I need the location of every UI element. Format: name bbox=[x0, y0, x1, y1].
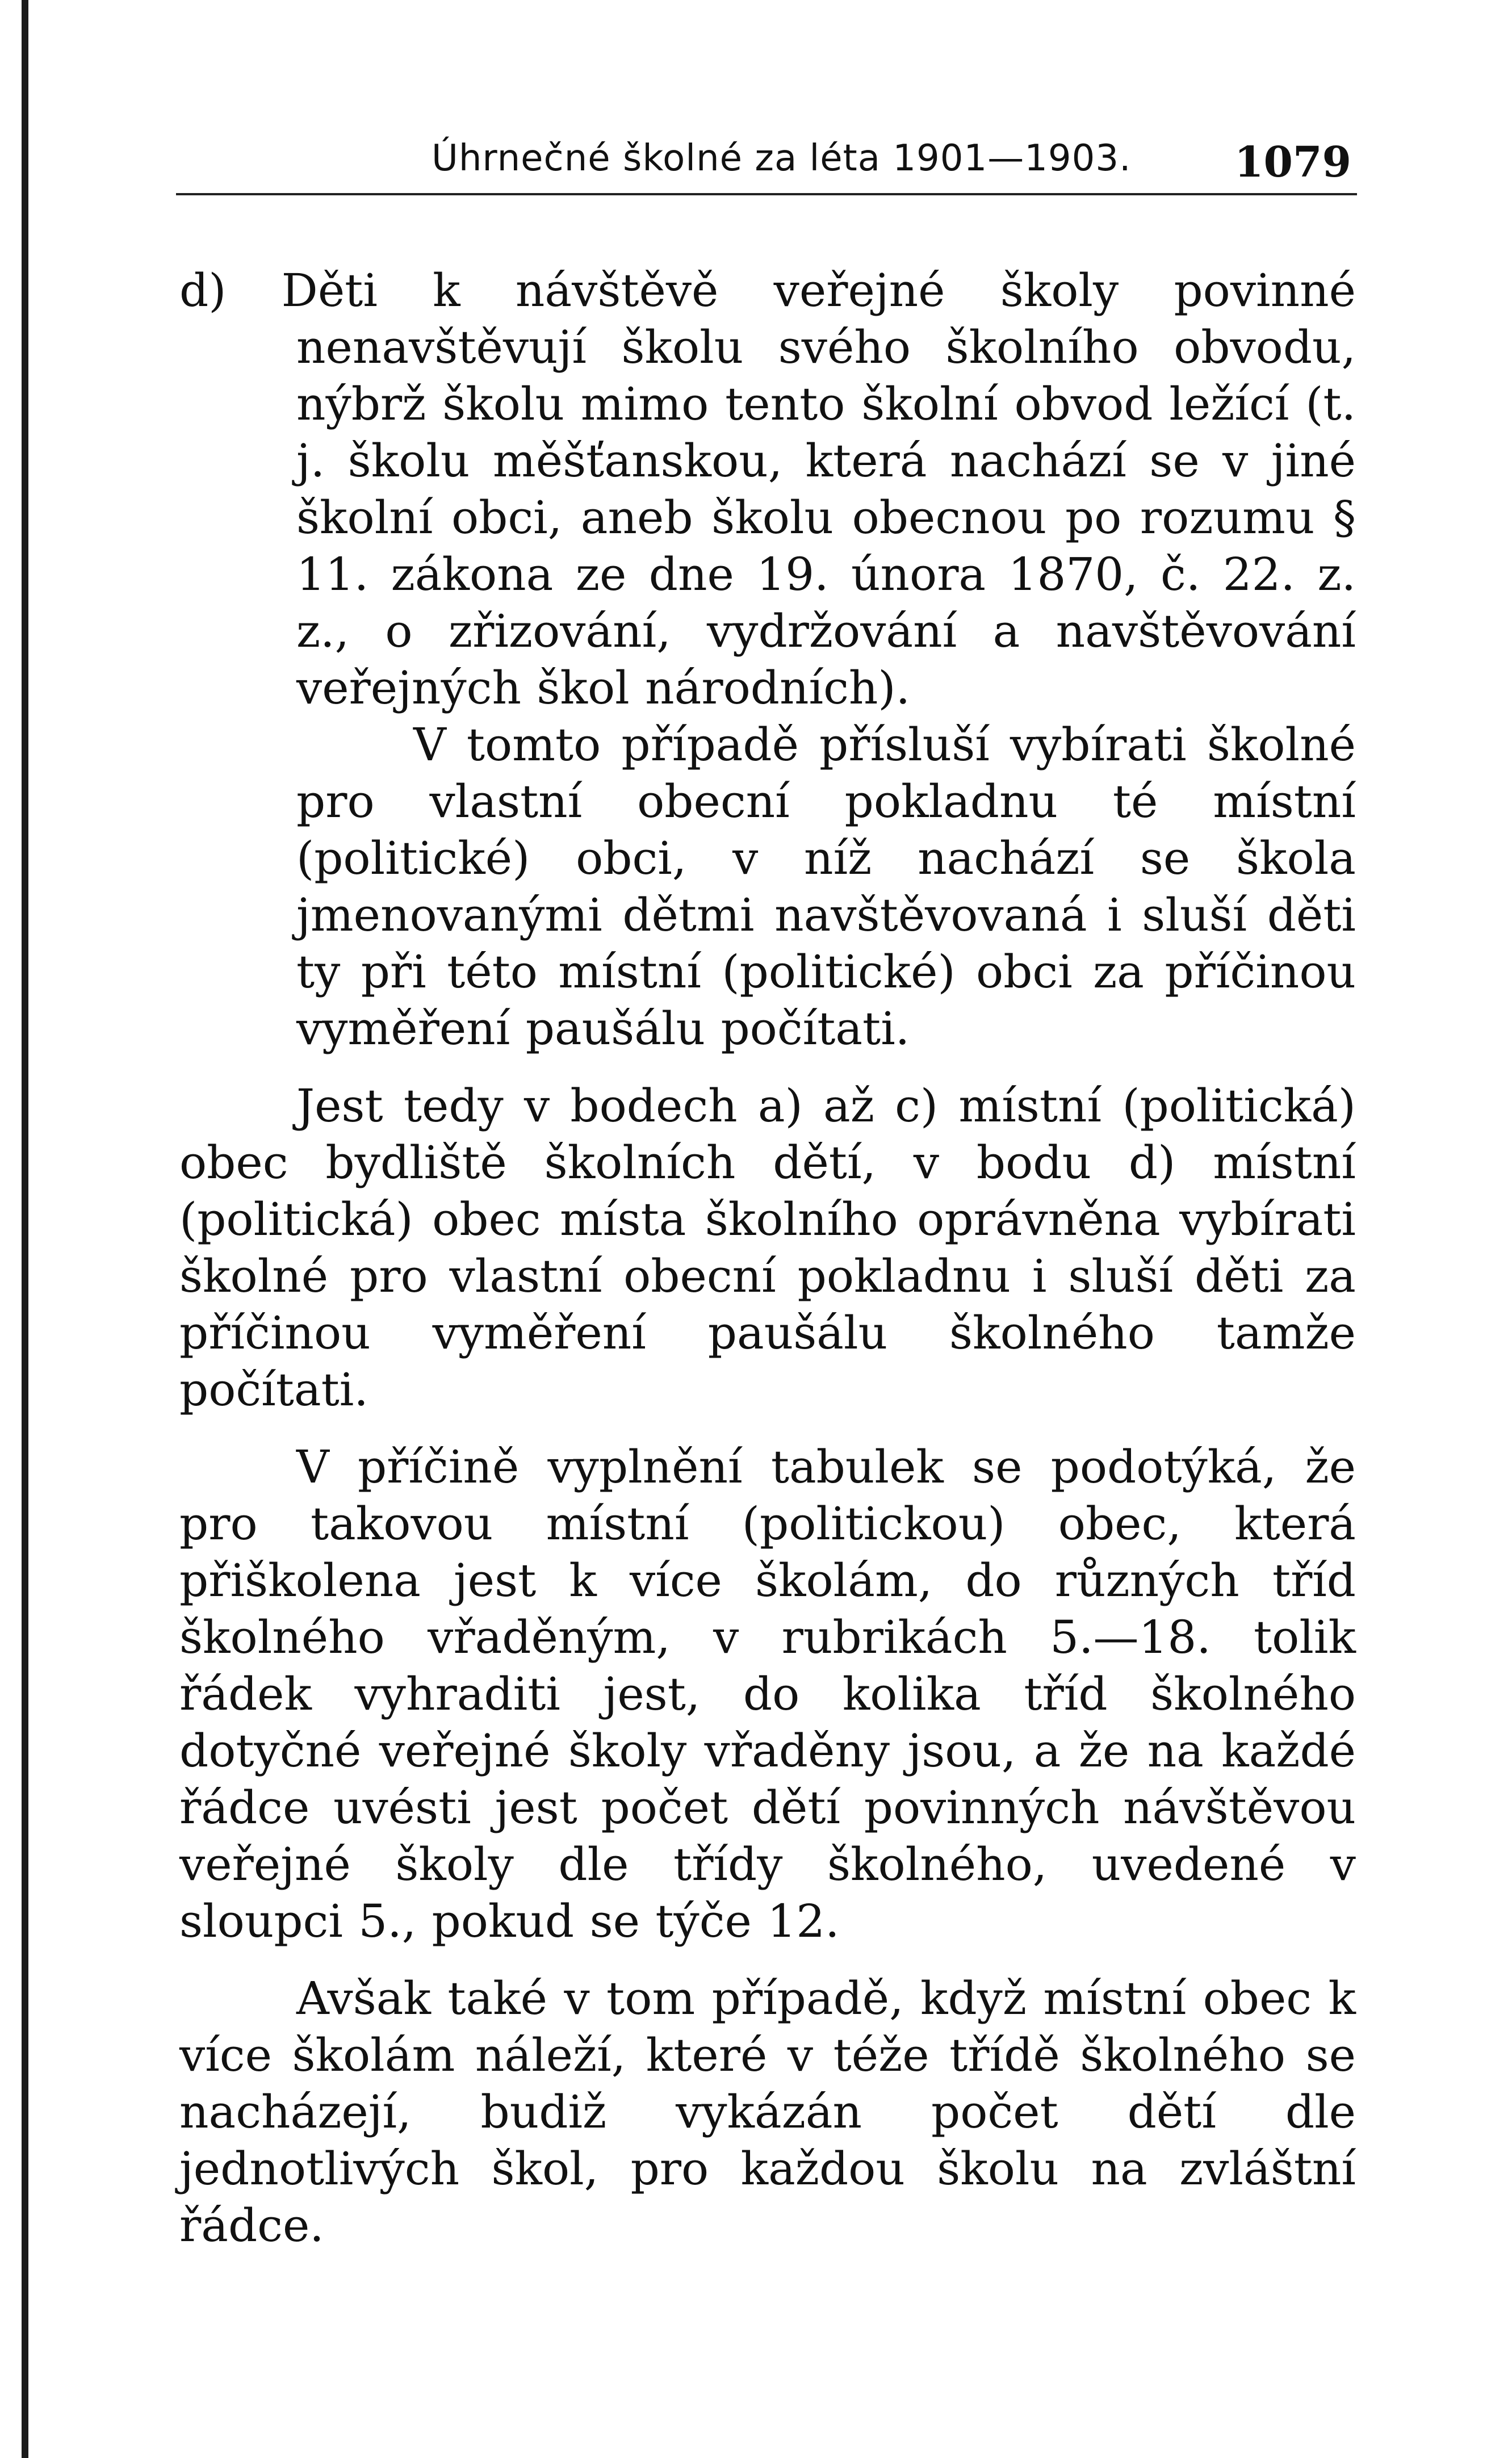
spacer bbox=[179, 1950, 1356, 1970]
page-number: 1079 bbox=[1234, 138, 1351, 187]
paragraph-tables: V příčině vyplnění tabulek se podotýká, že pro takovou místní (politickou) obec, která přiškolena jest k více školám, do různých tříd školného vřaděným, v rubrikách 5.—18. tolik řádek vyhraditi jest, do kolika tříd školného dotyčné veřejné školy vřaděny jsou, a že na každé řádce uvésti jest počet dětí povinných návštěvou veřejné školy dle třídy školného, uvedené v sloupci 5., pokud se týče 12. bbox=[179, 1441, 1356, 1948]
page-body bbox=[179, 262, 1356, 2254]
binding-edge bbox=[22, 0, 28, 2458]
header-divider bbox=[176, 193, 1357, 195]
paragraph-summary: Jest tedy v bodech a) až c) místní (politická) obec bydliště školních dětí, v bodu d) místní (politická) obec místa školního oprávněna vybírati školné pro vlastní obecní pokladnu i sluší děti za příčinou vyměření paušálu školného tamže počítati. bbox=[179, 1079, 1356, 1416]
paragraph-case-d-detail: V tomto případě přísluší vybírati školné pro vlastní obecní pokladnu té místní (politické) obci, v níž nachází se škola jmenovanými dětmi navštěvovaná i sluší děti ty při této místní (politické) obci za příčinou vyměření paušálu počítati. bbox=[296, 718, 1356, 1055]
spacer bbox=[179, 1418, 1356, 1439]
page-header bbox=[182, 135, 1351, 198]
spacer bbox=[179, 1057, 1356, 1078]
paragraph-d: d) Děti k návštěvě veřejné školy povinné nenavštěvují školu svého školního obvodu, nýbrž školu mimo tento školní obvod ležící (t. j. školu měšťanskou, která nachází se v jiné školní obci, aneb školu obecnou po rozumu § 11. zákona ze dne 19. února 1870, č. 22. z. z., o zřizování, vydržování a navštěvování veřejných škol národních). bbox=[179, 264, 1356, 714]
running-title: Úhrnečné školné za léta 1901—1903. bbox=[432, 137, 1132, 179]
paragraph-multiple-schools: Avšak také v tom případě, když místní obec k více školám náleží, které v téže třídě školného se nacházejí, budiž vykázán počet dětí dle jednotlivých škol, pro každou školu na zvláštní řádce. bbox=[179, 1972, 1356, 2252]
